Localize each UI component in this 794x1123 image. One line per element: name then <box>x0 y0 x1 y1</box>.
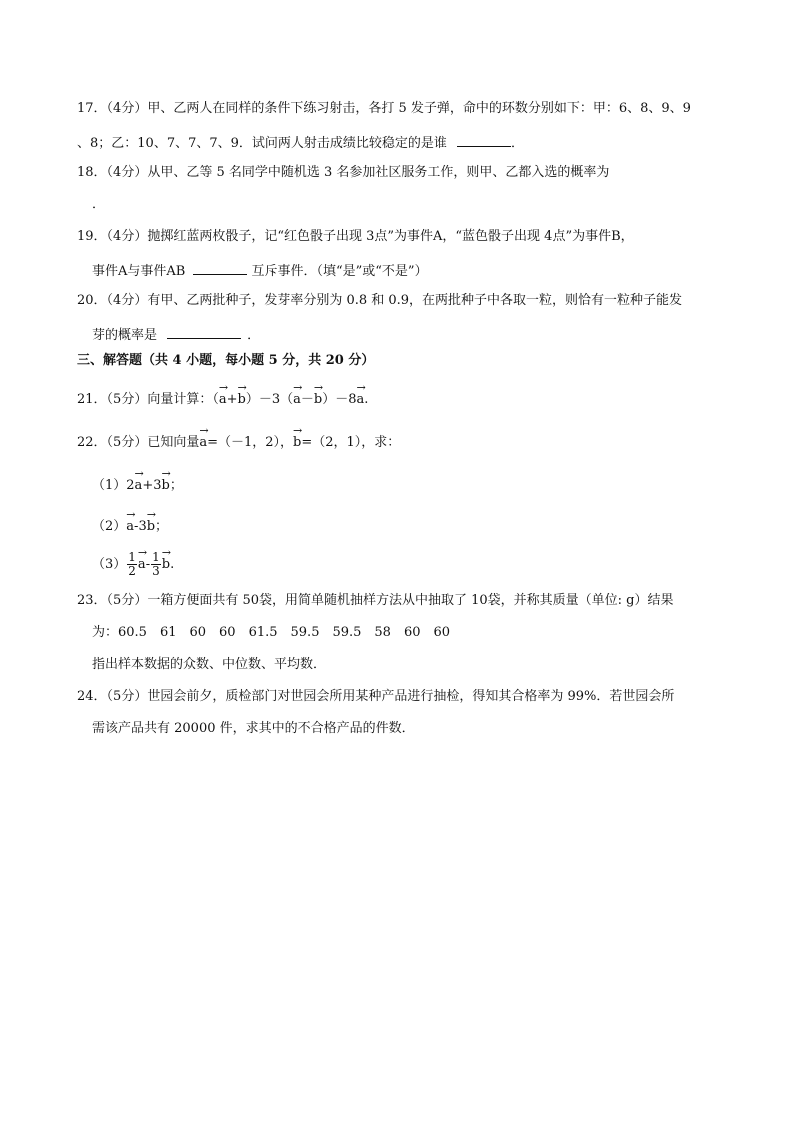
q22-part3 <box>92 548 174 578</box>
q21-minus: － <box>300 392 314 407</box>
q20-text: 芽的概率是 <box>92 328 158 343</box>
q23-line1: 23．（5分）一箱方便面共有 50袋，用简单随机抽样方法从中抽取了 10袋，并称其质量（单位: g）结果 <box>77 593 674 608</box>
q19-line1: 19．（4分）抛掷红蓝两枚骰子，记“红色骰子出现 3点”为事件A，“蓝色骰子出现 4点”为事件B， <box>77 229 634 244</box>
q23-data: 为：60.5 61 60 60 61.5 59.5 59.5 58 60 60 <box>92 625 451 640</box>
fraction-one-third <box>151 551 161 578</box>
q22-part1-mid: +3 <box>142 478 162 493</box>
vector-b: → b <box>162 548 170 578</box>
q22-part3-label: （3） <box>92 557 127 572</box>
q20-end: ． <box>247 328 261 343</box>
vector-a: → a <box>357 387 365 409</box>
q19-line2 <box>92 260 428 281</box>
vector-b: → b <box>238 387 246 409</box>
q21-end: . <box>364 392 369 407</box>
q22-part2-end: ； <box>155 519 169 534</box>
fraction-denominator: 2 <box>128 564 136 578</box>
q19-text: 事件A与事件AB <box>92 264 186 279</box>
q21-line <box>77 387 368 409</box>
q22-part2-mid: -3 <box>134 519 147 534</box>
q18-answer-end: ． <box>92 197 106 212</box>
q24-line2: 需该产品共有 20000 件，求其中的不合格产品的件数． <box>92 721 415 736</box>
fraction-denominator: 3 <box>152 564 160 578</box>
q22-part1-end: ； <box>169 478 183 493</box>
vector-a: → a <box>199 430 207 452</box>
q20-line2 <box>92 324 260 345</box>
q20-answer-blank[interactable] <box>167 324 241 339</box>
q21-text: 21．（5分）向量计算：（ <box>77 392 219 407</box>
fraction-numerator: 1 <box>152 550 160 564</box>
q23-line3: 指出样本数据的众数、中位数、平均数． <box>92 657 327 672</box>
q22-line <box>77 430 400 452</box>
q22-part3-minus: - <box>145 557 151 572</box>
vector-a: → a <box>293 387 301 409</box>
q22-a-value: =（－1，2）， <box>207 435 294 450</box>
vector-b: → b <box>293 430 301 452</box>
section-heading: 三、解答题（共 4 小题，每小题 5 分，共 20 分） <box>77 353 375 368</box>
q18-line1: 18．（4分）从甲、乙等 5 名同学中随机选 3 名参加社区服务工作，则甲、乙都入选的概率为 <box>77 165 610 180</box>
q20-line1: 20．（4分）有甲、乙两批种子，发芽率分别为 0.8 和 0.9，在两批种子中各取一粒，则恰有一粒种子能发 <box>77 293 683 308</box>
q22-part2 <box>92 514 168 536</box>
vector-b: → b <box>147 514 155 536</box>
q19-answer-blank[interactable] <box>193 260 247 275</box>
q22-part1-label: （1）2 <box>92 478 135 493</box>
vector-b: → b <box>314 387 322 409</box>
q17-line2 <box>77 132 524 153</box>
q21-mid2: ）－8 <box>322 392 357 407</box>
q22-b-value: =（2，1），求： <box>301 435 401 450</box>
vector-a: → a <box>126 514 134 536</box>
q17-end: ． <box>511 136 525 151</box>
q24-line1: 24．（5分）世园会前夕，质检部门对世园会所用某种产品进行抽检，得知其合格率为 99%．若世园会所 <box>77 689 675 704</box>
vector-b: → b <box>161 473 169 495</box>
q21-mid: ）－3（ <box>245 392 294 407</box>
vector-a: → a <box>219 387 227 409</box>
q17-answer-blank[interactable] <box>457 132 511 147</box>
q19-text-end: 互斥事件．（填“是”或“不是”） <box>251 264 428 279</box>
vector-a: → a <box>138 548 146 578</box>
q17-text: 、8；乙：10、7、7、7、9．试问两人射击成绩比较稳定的是谁 <box>77 136 447 151</box>
vector-a: → a <box>135 473 143 495</box>
fraction-one-half <box>127 551 137 578</box>
q22-part2-label: （2） <box>92 519 127 534</box>
q21-plus: + <box>226 392 238 407</box>
fraction-numerator: 1 <box>128 550 136 564</box>
q22-part1 <box>92 473 183 495</box>
q22-text: 22．（5分）已知向量 <box>77 435 200 450</box>
q17-line1: 17．（4分）甲、乙两人在同样的条件下练习射击，各打 5 发子弹，命中的环数分别如下：甲：6、8、9、9 <box>77 101 691 116</box>
q22-part3-end: . <box>170 557 175 572</box>
